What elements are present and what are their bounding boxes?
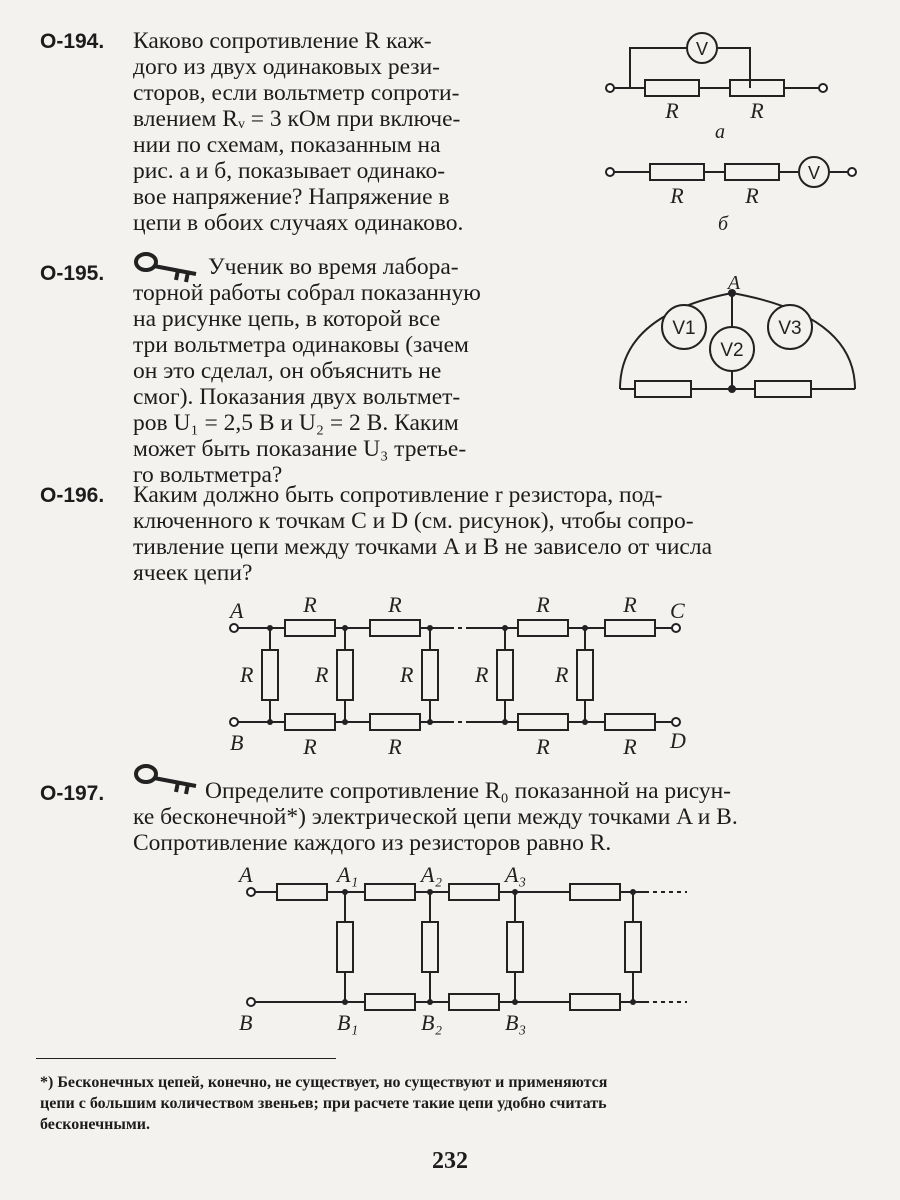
resistor-label: R (536, 592, 550, 617)
resistor (370, 620, 420, 636)
voltmeter-label: V3 (778, 318, 802, 339)
resistor-label: R (745, 183, 759, 208)
resistor-label: R (303, 734, 317, 759)
label-b2: B₂ (421, 1010, 443, 1035)
figure-195 (600, 275, 860, 410)
label-b: B (239, 1010, 253, 1035)
text-line: ячеек цепи? (133, 560, 253, 586)
text-line: Определите сопротивление R₀ показанной на рисун- (205, 778, 731, 804)
text-line: Сопротивление каждого из резисторов равно R. (133, 830, 612, 856)
resistor (570, 994, 620, 1010)
label-a3: A₃ (505, 862, 527, 887)
resistor-label: R (623, 734, 637, 759)
text-line: Каково сопротивление R каж- (133, 28, 432, 54)
node (729, 386, 735, 392)
resistor-label: R (665, 98, 679, 123)
resistor-label: R (400, 662, 414, 687)
text-line: три вольтметра одинаковы (зачем (133, 332, 469, 358)
resistor-label: R (315, 662, 329, 687)
terminal-d (672, 718, 680, 726)
text-line: ров U₁ = 2,5 В и U₂ = 2 В. Каким (133, 410, 459, 436)
resistor-label: R (388, 592, 402, 617)
resistor (337, 922, 353, 972)
problem-number: О-194. (40, 30, 105, 53)
resistor (725, 164, 779, 180)
node-label: A (727, 275, 741, 294)
resistor-label: R (670, 183, 684, 208)
resistor (605, 714, 655, 730)
terminal-a (230, 624, 238, 632)
text-line: он это сделал, он объяснить не (133, 358, 442, 384)
terminal (606, 168, 614, 176)
label-a: A (230, 598, 244, 623)
resistor (577, 650, 593, 700)
resistor-label: R (536, 734, 550, 759)
resistor-label: R (623, 592, 637, 617)
terminal-a (247, 888, 255, 896)
resistor (507, 922, 523, 972)
text-line: дого из двух одинаковых рези- (133, 54, 440, 80)
text-line: го вольтметра? (133, 462, 283, 488)
resistor (518, 620, 568, 636)
figure-197 (225, 860, 695, 1045)
resistor-label: R (303, 592, 317, 617)
resistor-label: R (240, 662, 254, 687)
terminal (606, 84, 614, 92)
footnote-line: бесконечными. (40, 1116, 150, 1133)
caption-b: б (717, 213, 729, 235)
resistor-label: R (750, 98, 764, 123)
resistor (449, 994, 499, 1010)
label-d: D (670, 728, 686, 753)
resistor (570, 884, 620, 900)
resistor (365, 994, 415, 1010)
resistor-label: R (388, 734, 402, 759)
problem-text (133, 482, 712, 586)
terminal (848, 168, 856, 176)
resistor (449, 884, 499, 900)
resistor (755, 381, 811, 397)
text-line: торной работы собрал показанную (133, 280, 481, 306)
resistor (625, 922, 641, 972)
terminal-b (230, 718, 238, 726)
resistor (285, 714, 335, 730)
resistor (422, 922, 438, 972)
resistor (422, 650, 438, 700)
terminal-c (672, 624, 680, 632)
text-line: влением Rᵥ = 3 кОм при включе- (133, 106, 461, 132)
text-line: ке бесконечной*) электрической цепи между точками A и B. (133, 804, 738, 830)
resistor (635, 381, 691, 397)
terminal (819, 84, 827, 92)
text-line: ключенного к точкам C и D (см. рисунок), чтобы сопро- (133, 508, 694, 534)
resistor (730, 80, 784, 96)
resistor (277, 884, 327, 900)
text-line: нии по схемам, показанным на (133, 132, 441, 158)
footnote-line: цепи с большим количеством звеньев; при расчете такие цепи удобно считать (40, 1095, 607, 1112)
footnote (40, 1072, 885, 1135)
voltmeter-label: V1 (672, 318, 696, 339)
footnote-divider (36, 1058, 336, 1059)
resistor (645, 80, 699, 96)
problem-text (133, 254, 481, 488)
label-a2: A₂ (421, 862, 443, 887)
problem-text (133, 28, 463, 236)
label-b: B (230, 730, 244, 755)
resistor-label: R (555, 662, 569, 687)
label-b3: B₃ (505, 1010, 527, 1035)
text-line: может быть показание U₃ третье- (133, 436, 467, 462)
problem-number: О-196. (40, 484, 105, 507)
label-b1: B₁ (337, 1010, 359, 1035)
problem-number: О-195. (40, 262, 105, 285)
text-line: Ученик во время лабора- (208, 254, 459, 280)
voltmeter-label: V (807, 163, 821, 183)
footnote-line: *) Бесконечных цепей, конечно, не существует, но существуют и применяются (40, 1074, 608, 1091)
resistor (518, 714, 568, 730)
text-line: цепи в обоих случаях одинаково. (133, 210, 464, 236)
text-line: Каким должно быть сопротивление r резистора, под- (133, 482, 663, 508)
resistor (497, 650, 513, 700)
label-a: A (239, 862, 253, 887)
text-line: на рисунке цепь, в которой все (133, 306, 441, 332)
voltmeter-label: V2 (720, 340, 744, 361)
text-line: рис. а и б, показывает одинако- (133, 158, 446, 184)
resistor (337, 650, 353, 700)
page-number: 232 (432, 1148, 468, 1174)
resistor (262, 650, 278, 700)
text-line: вое напряжение? Напряжение в (133, 184, 450, 210)
resistor (605, 620, 655, 636)
label-c: C (670, 598, 685, 623)
terminal-b (247, 998, 255, 1006)
resistor (370, 714, 420, 730)
problem-number: О-197. (40, 782, 105, 805)
resistor (650, 164, 704, 180)
voltmeter-label: V (695, 39, 709, 59)
resistor (365, 884, 415, 900)
resistor-label: R (475, 662, 489, 687)
label-a1: A₁ (337, 862, 359, 887)
text-line: смог). Показания двух вольтмет- (133, 384, 461, 410)
text-line: тивление цепи между точками A и B не зависело от числа (133, 534, 713, 560)
figure-194 (590, 30, 870, 245)
problem-text (133, 778, 738, 856)
text-line: сторов, если вольтметр сопроти- (133, 80, 460, 106)
caption-a: а (715, 121, 725, 143)
figure-196 (220, 590, 700, 760)
resistor (285, 620, 335, 636)
